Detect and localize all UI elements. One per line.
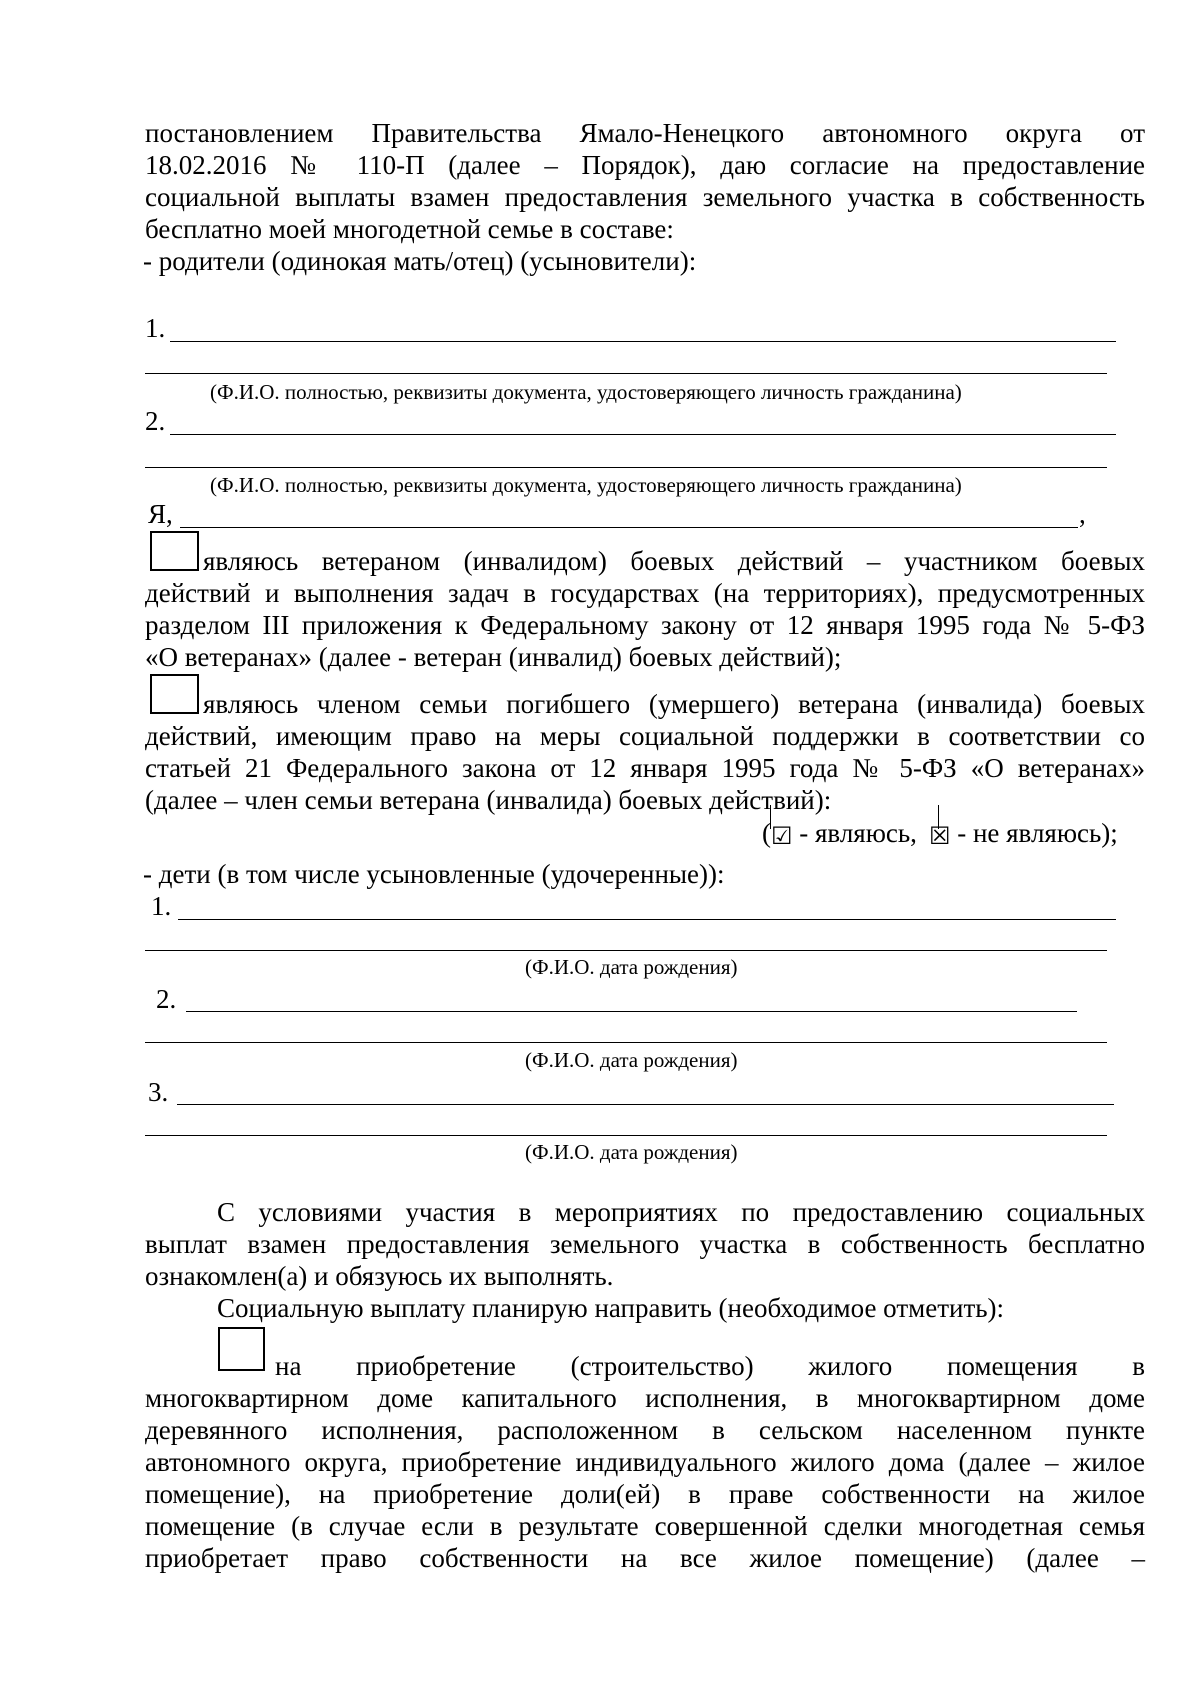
intro-line-2: 18.02.2016 № 110-П (далее – Порядок), даю согласие на предоставление [145,150,1145,180]
intro-line-1: постановлением Правительства Ямало-Ненецкого автономного округа от [145,118,1145,148]
child-1-number: 1. [151,891,172,921]
parent-2-caption: (Ф.И.О. полностью, реквизиты документа, удостоверяющего личность гражданина) [210,473,962,497]
family-line-1: являюсь членом семьи погибшего (умершего) ветерана (инвалида) боевых [203,689,1145,719]
payment-option-line-3: деревянного исполнения, расположенном в сельском населенном пункте [145,1415,1145,1445]
child-2-name-line[interactable] [186,1011,1077,1012]
payment-heading: Социальную выплату планирую направить (необходимое отметить): [217,1293,1005,1323]
payment-option-line-1: на приобретение (строительство) жилого помещения в [275,1351,1145,1381]
family-line-3: статьей 21 Федерального закона от 12 января 1995 года № 5-ФЗ «О ветеранах» [145,753,1145,783]
conditions-line-3: ознакомлен(а) и обязуюсь их выполнять. [145,1261,614,1291]
payment-option-line-6: помещение (в случае если в результате совершенной сделки многодетная семья [145,1511,1145,1541]
checkbox-legend [762,817,1118,849]
applicant-comma: , [1079,499,1086,529]
child-1-name-line[interactable] [178,919,1116,920]
parents-heading: - родители (одинокая мать/отец) (усыновители): [143,246,697,276]
children-heading: - дети (в том числе усыновленные (удочеренные)): [143,859,725,889]
payment-option-line-5: помещение), на приобретение доли(ей) в праве собственности на жилое [145,1479,1145,1509]
parent-2-document-line[interactable] [145,467,1107,468]
child-1-caption: (Ф.И.О. дата рождения) [525,955,738,979]
legend-open: ( [762,818,771,848]
child-3-birthdate-line[interactable] [145,1135,1107,1136]
intro-line-4: бесплатно моей многодетной семье в составе: [145,214,674,244]
crossed-box-icon: ☒ [928,822,951,850]
child-3-caption: (Ф.И.О. дата рождения) [525,1140,738,1164]
child-2-birthdate-line[interactable] [145,1042,1107,1043]
legend-yes-text: - являюсь, [792,818,917,848]
payment-option-line-7: приобретает право собственности на все жилое помещение) (далее – [145,1543,1145,1573]
intro-line-3: социальной выплаты взамен предоставления земельного участка в собственность [145,182,1145,212]
veteran-line-3: разделом III приложения к Федеральному закону от 12 января 1995 года № 5-ФЗ [145,610,1145,640]
parent-1-caption: (Ф.И.О. полностью, реквизиты документа, удостоверяющего личность гражданина) [210,380,962,404]
applicant-name-line[interactable] [180,527,1078,528]
veteran-line-4: «О ветеранах» (далее - ветеран (инвалид) боевых действий); [145,642,842,672]
payment-option-line-4: автономного округа, приобретение индивидуального жилого дома (далее – жилое [145,1447,1145,1477]
checked-box-icon: ☑ [771,822,793,850]
conditions-line-2: выплат взамен предоставления земельного участка в собственность бесплатно [145,1229,1145,1259]
veteran-line-1: являюсь ветераном (инвалидом) боевых действий – участником боевых [203,546,1145,576]
family-line-4: (далее – член семьи ветерана (инвалида) боевых действий): [145,785,832,815]
veteran-line-2: действий и выполнения задач в государствах (на территориях), предусмотренных [145,578,1145,608]
child-3-number: 3. [148,1077,169,1107]
child-3-name-line[interactable] [177,1104,1114,1105]
legend-no-text: - не являюсь); [950,818,1118,848]
parent-2-number: 2. [145,406,166,436]
child-1-birthdate-line[interactable] [145,950,1107,951]
housing-purchase-checkbox[interactable] [218,1327,265,1371]
parent-1-document-line[interactable] [145,373,1107,374]
family-line-2: действий, имеющим право на меры социальной поддержки в соответствии со [145,721,1145,751]
parent-2-name-line[interactable] [170,434,1116,435]
parent-1-number: 1. [145,313,166,343]
payment-option-line-2: многоквартирном доме капитального исполнения, в многоквартирном доме [145,1383,1145,1413]
child-2-caption: (Ф.И.О. дата рождения) [525,1048,738,1072]
veteran-checkbox[interactable] [150,531,199,571]
child-2-number: 2. [156,984,177,1014]
ya-label: Я, [148,499,173,529]
parent-1-name-line[interactable] [170,341,1116,342]
family-member-checkbox[interactable] [150,674,199,714]
conditions-line-1: С условиями участия в мероприятиях по предоставлению социальных [217,1197,1145,1227]
